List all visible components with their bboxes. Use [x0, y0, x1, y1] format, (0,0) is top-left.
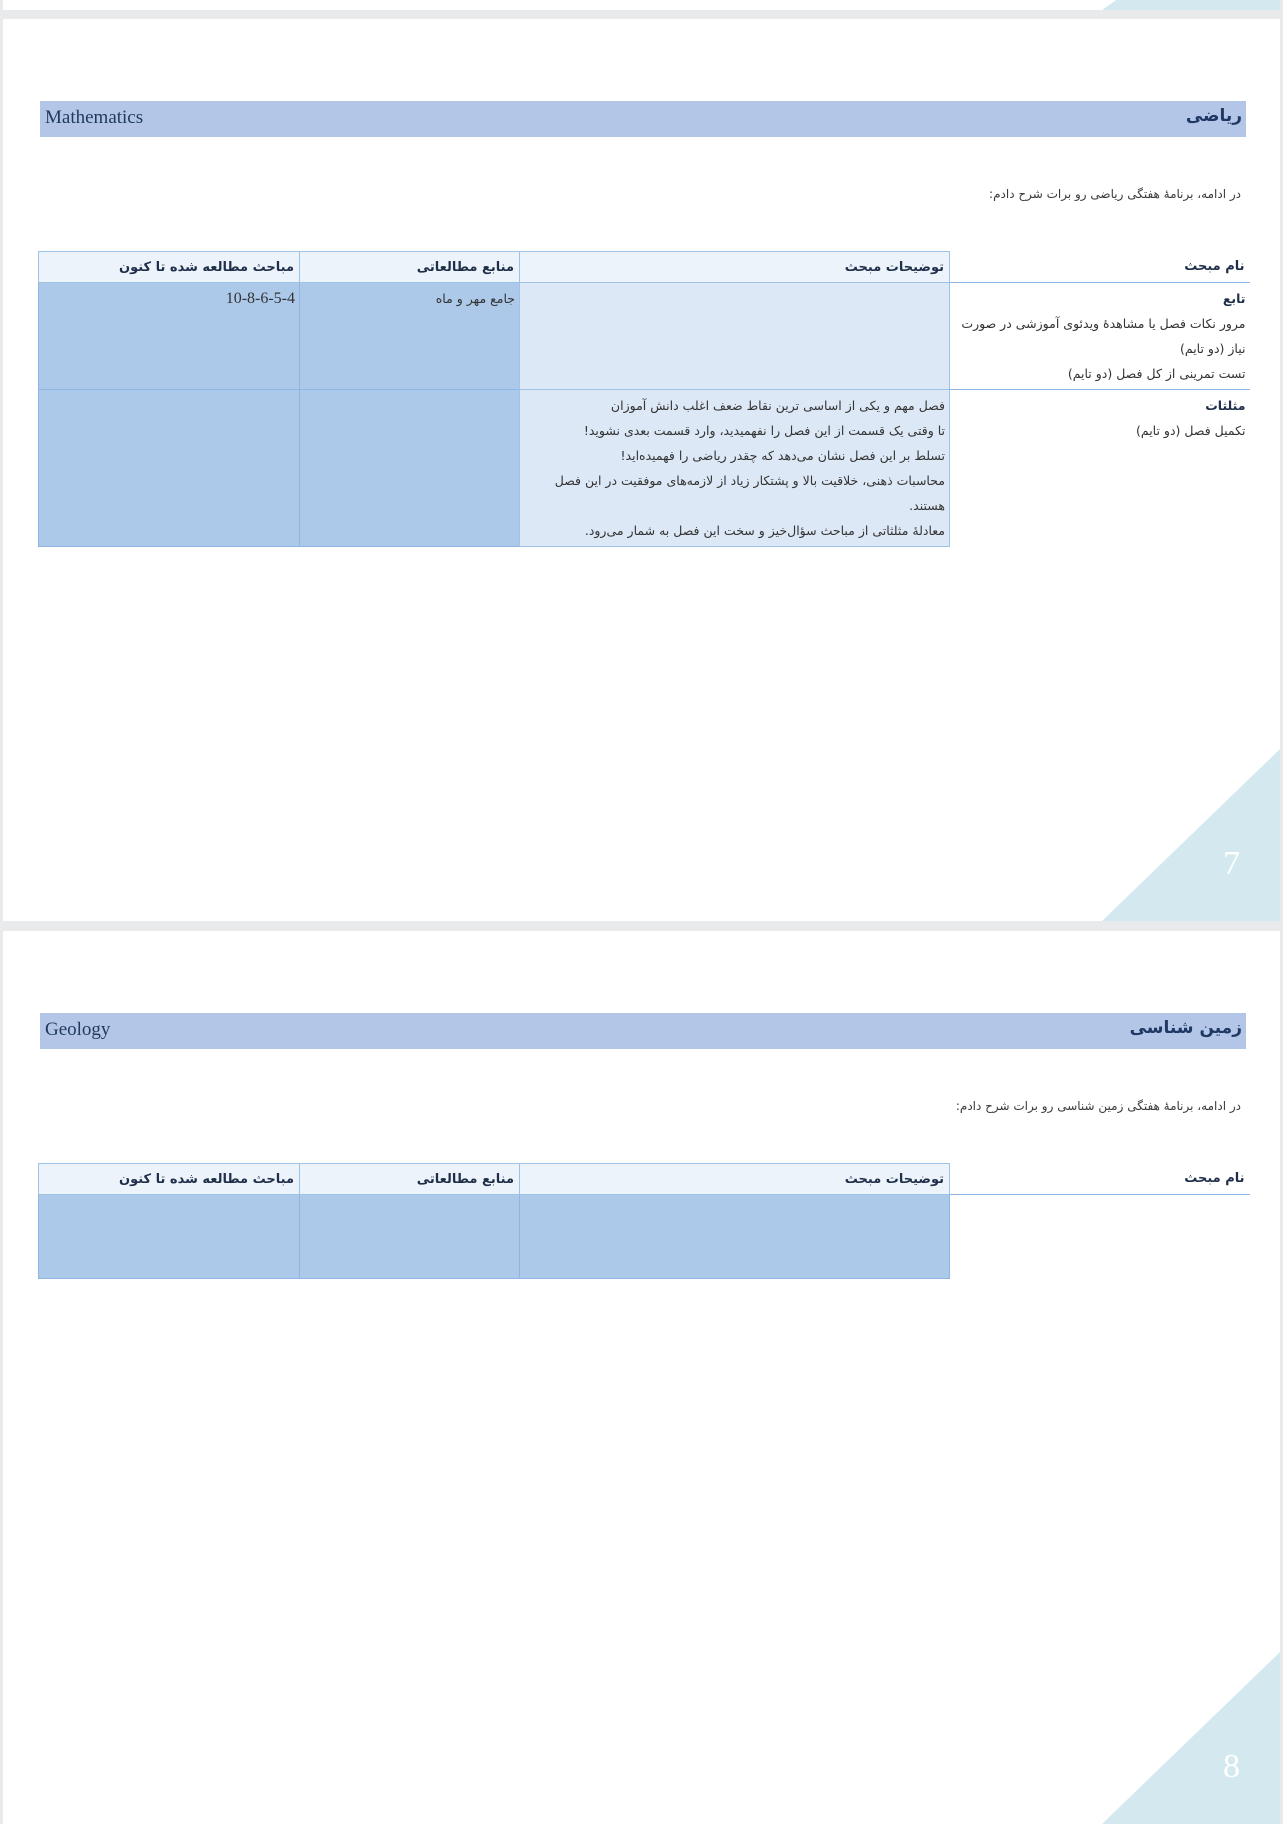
table-row	[39, 1195, 1250, 1279]
header-description: توضیحات مبحث	[520, 252, 950, 283]
sources-cell	[300, 390, 520, 547]
header-description: توضیحات مبحث	[520, 1164, 950, 1195]
section-title-bar	[40, 1013, 1246, 1049]
section-title-english: Geology	[45, 1019, 111, 1040]
header-studied: مباحث مطالعه شده تا کنون	[39, 252, 300, 283]
weekly-plan-table	[38, 1163, 1250, 1279]
description-line: محاسبات ذهنی، خلاقیت بالا و پشتکار زیاد از لازمه‌های موفقیت در این فصل	[554, 473, 945, 488]
section-intro-text: در ادامه، برنامهٔ هفتگی ریاضی رو برات شرح دادم:	[989, 187, 1241, 201]
topic-title: تابع	[1222, 291, 1246, 306]
table-row	[39, 283, 1250, 390]
section-title-persian: زمین شناسی	[1129, 1018, 1242, 1038]
header-sources: منابع مطالعاتی	[300, 1164, 520, 1195]
studied-cell	[39, 1195, 300, 1279]
section-title-bar	[40, 101, 1246, 137]
topic-line: نیاز (دو تایم)	[1180, 341, 1246, 356]
topic-title: مثلثات	[1205, 398, 1246, 413]
table-row	[39, 390, 1250, 547]
page-corner-decoration	[1102, 749, 1280, 921]
topic-line: تست تمرینی از کل فصل (دو تایم)	[1067, 366, 1246, 381]
topic-line: مرور نکات فصل یا مشاهدهٔ ویدئوی آموزشی در صورت	[961, 316, 1246, 331]
studied-cell: 10-8-6-5-4	[39, 283, 300, 390]
studied-cell	[39, 390, 300, 547]
document-page-7	[3, 19, 1280, 921]
topic-line: تکمیل فصل (دو تایم)	[1136, 423, 1246, 438]
header-topic: نام مبحث	[950, 252, 1250, 283]
sources-cell	[300, 1195, 520, 1279]
header-studied: مباحث مطالعه شده تا کنون	[39, 1164, 300, 1195]
topic-cell	[950, 1195, 1250, 1279]
page-corner-decoration	[1102, 0, 1280, 10]
header-sources: منابع مطالعاتی	[300, 252, 520, 283]
previous-page-edge	[3, 0, 1280, 10]
description-line: هستند.	[909, 498, 945, 513]
section-title-persian: ریاضی	[1185, 106, 1242, 126]
description-line: معادلهٔ مثلثاتی از مباحث سؤال‌خیز و سخت این فصل به شمار می‌رود.	[584, 523, 945, 538]
topic-cell	[950, 283, 1250, 390]
description-line: تسلط بر این فصل نشان می‌دهد که چقدر ریاضی را فهمیده‌اید!	[620, 448, 945, 463]
table-header-row	[39, 1164, 1250, 1195]
table-header-row	[39, 252, 1250, 283]
description-cell	[520, 390, 950, 547]
sources-cell: جامع مهر و ماه	[300, 283, 520, 390]
header-topic: نام مبحث	[950, 1164, 1250, 1195]
section-title-english: Mathematics	[45, 107, 144, 128]
document-page-8	[3, 931, 1280, 1824]
page-number: 8	[1223, 1748, 1240, 1785]
section-intro-text: در ادامه، برنامهٔ هفتگی زمین شناسی رو برات شرح دادم:	[955, 1099, 1241, 1113]
description-cell	[520, 283, 950, 390]
page-corner-decoration	[1102, 1652, 1280, 1824]
weekly-plan-table	[38, 251, 1250, 547]
description-cell	[520, 1195, 950, 1279]
description-line: فصل مهم و یکی از اساسی ترین نقاط ضعف اغلب دانش آموزان	[610, 398, 945, 413]
topic-cell	[950, 390, 1250, 547]
description-line: تا وقتی یک قسمت از این فصل را نفهمیدید، وارد قسمت بعدی نشوید!	[583, 423, 945, 438]
page-number: 7	[1223, 845, 1240, 882]
